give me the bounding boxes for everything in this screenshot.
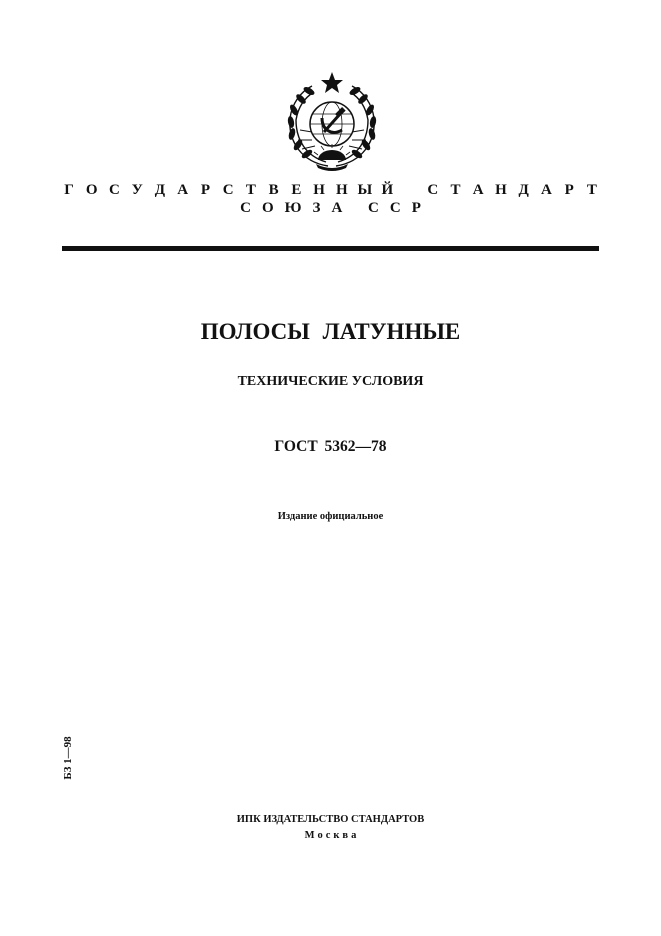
header-letter: С	[427, 182, 439, 198]
standard-number: ГОСТ 5362—78	[274, 438, 387, 455]
header-letter: А	[541, 182, 552, 198]
header-letter: Ы	[357, 182, 373, 198]
header-letter: А	[472, 182, 484, 198]
header-letter: Г	[64, 182, 74, 198]
header-letter: Н	[335, 182, 348, 198]
header-letter: Д	[518, 182, 529, 198]
header-gap	[403, 181, 417, 199]
header-letter: А	[177, 182, 189, 198]
side-code	[48, 732, 88, 784]
header-state-standard	[62, 181, 599, 199]
header-letter: Е	[291, 182, 302, 198]
header-letter: О	[85, 182, 98, 198]
header-letter: Т	[450, 182, 461, 198]
header-divider	[62, 246, 599, 251]
publisher-name: ИПК ИЗДАТЕЛЬСТВО СТАНДАРТОВ	[236, 814, 425, 825]
header-letter: Н	[495, 182, 507, 198]
header-letter: Д	[154, 182, 166, 198]
document-title: ПОЛОСЫ ЛАТУННЫЕ	[200, 319, 461, 344]
header-letter: С	[109, 182, 120, 198]
header-letter: Й	[381, 182, 394, 198]
publisher-city: Москва	[304, 830, 360, 841]
header-letter: В	[268, 182, 279, 198]
header-union: СОЮЗА ССР	[240, 200, 432, 216]
header-letter: Т	[245, 182, 256, 198]
header-letter: Р	[564, 182, 574, 198]
document-subtitle: ТЕХНИЧЕСКИЕ УСЛОВИЯ	[237, 374, 424, 389]
header-letter: Н	[313, 182, 325, 198]
header-letter: Т	[586, 182, 597, 198]
header-letter: Р	[200, 182, 210, 198]
ussr-state-emblem	[282, 70, 382, 174]
side-code-text: БЗ 1—98	[62, 736, 74, 780]
header-letter: У	[131, 182, 143, 198]
edition-note: Издание официальное	[277, 511, 384, 522]
header-letter: С	[222, 182, 234, 198]
